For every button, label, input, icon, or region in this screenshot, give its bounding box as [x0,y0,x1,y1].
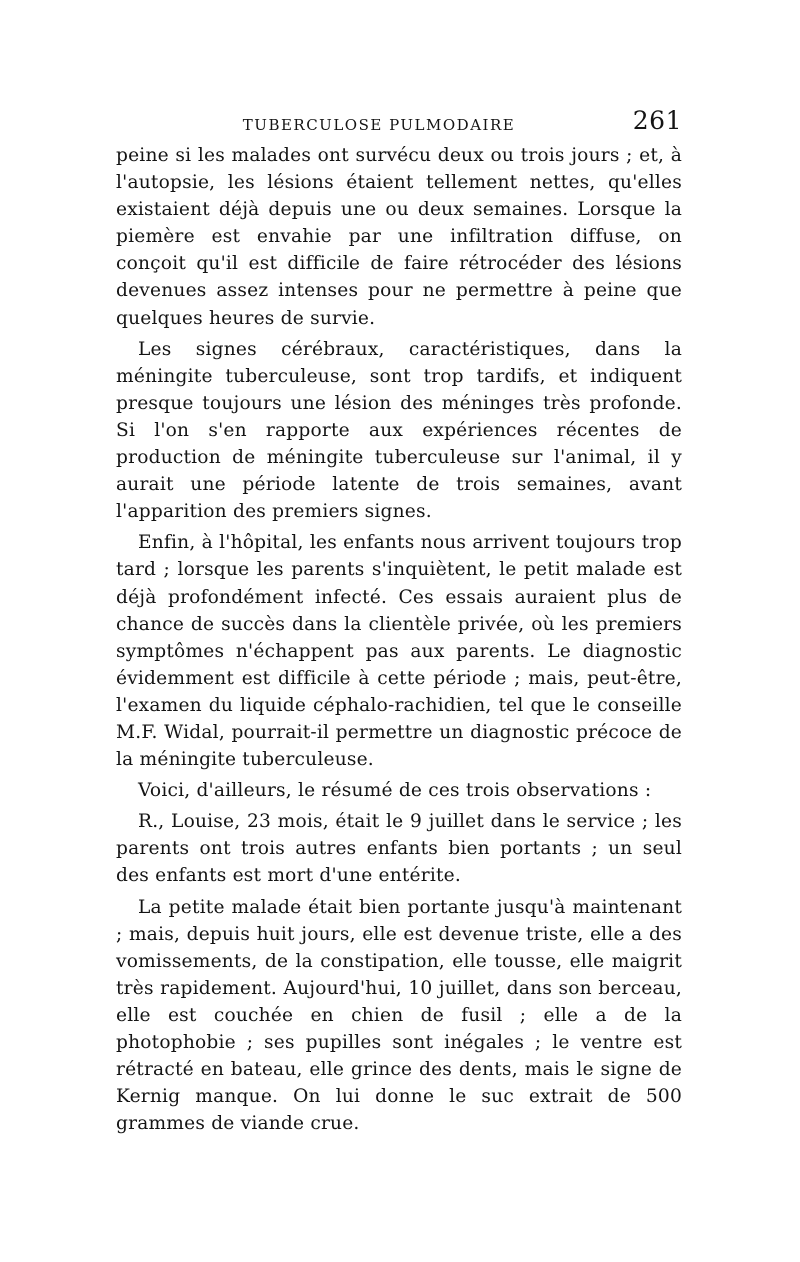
paragraph: La petite malade était bien portante jusqu'à maintenant ; mais, depuis huit jours, elle est devenue triste, elle a des vomissements, de la constipation, elle tousse, elle maigrit très rapidement. Aujourd'hui, 10 juillet, dans son berceau, elle est couchée en chien de fusil ; elle a de la photophobie ; ses pupilles sont inégales ; le ventre est rétracté en bateau, elle grince des dents, mais le signe de Kernig manque. On lui donne le suc extrait de 500 grammes de viande crue. [116,896,682,1135]
page-number: 261 [632,106,682,135]
paragraph-continued: peine si les malades ont survécu deux ou trois jours ; et, à l'autopsie, les lésions étaient tellement nettes, qu'elles existaient déjà depuis une ou deux semaines. Lorsque la piemère est envahie par une infiltration diffuse, on conçoit qu'il est difficile de faire rétrocéder des lésions devenues assez intenses pour ne permettre à peine que quelques heures de survie. [116,145,682,329]
paragraph: Les signes cérébraux, caractéristiques, dans la méningite tuberculeuse, sont trop tardifs, et indiquent presque toujours une lésion des méninges très profonde. Si l'on s'en rapporte aux expériences récentes de production de méningite tuberculeuse sur l'animal, il y aurait une période latente de trois semaines, avant l'apparition des premiers signes. [116,338,682,523]
running-head [116,102,682,142]
paragraph: Voici, d'ailleurs, le résumé de ces trois observations : [138,780,652,802]
body-text [116,142,682,1137]
book-page [116,102,682,1141]
running-title: TUBERCULOSE PULMODAIRE [242,116,516,134]
paragraph: R., Louise, 23 mois, était le 9 juillet dans le service ; les parents ont trois autres enfants bien portants ; un seul des enfants est mort d'une entérite. [116,811,682,887]
paragraph: Enfin, à l'hôpital, les enfants nous arrivent toujours trop tard ; lorsque les parents s'inquiètent, le petit malade est déjà profondément infecté. Ces essais auraient plus de chance de succès dans la clientèle privée, où les premiers symptômes n'échappent pas aux parents. Le diagnostic évidemment est difficile à cette période ; mais, peut-être, l'examen du liquide céphalo-rachidien, tel que le conseille M.F. Widal, pourrait-il permettre un diagnostic précoce de la méningite tuberculeuse. [116,532,682,771]
